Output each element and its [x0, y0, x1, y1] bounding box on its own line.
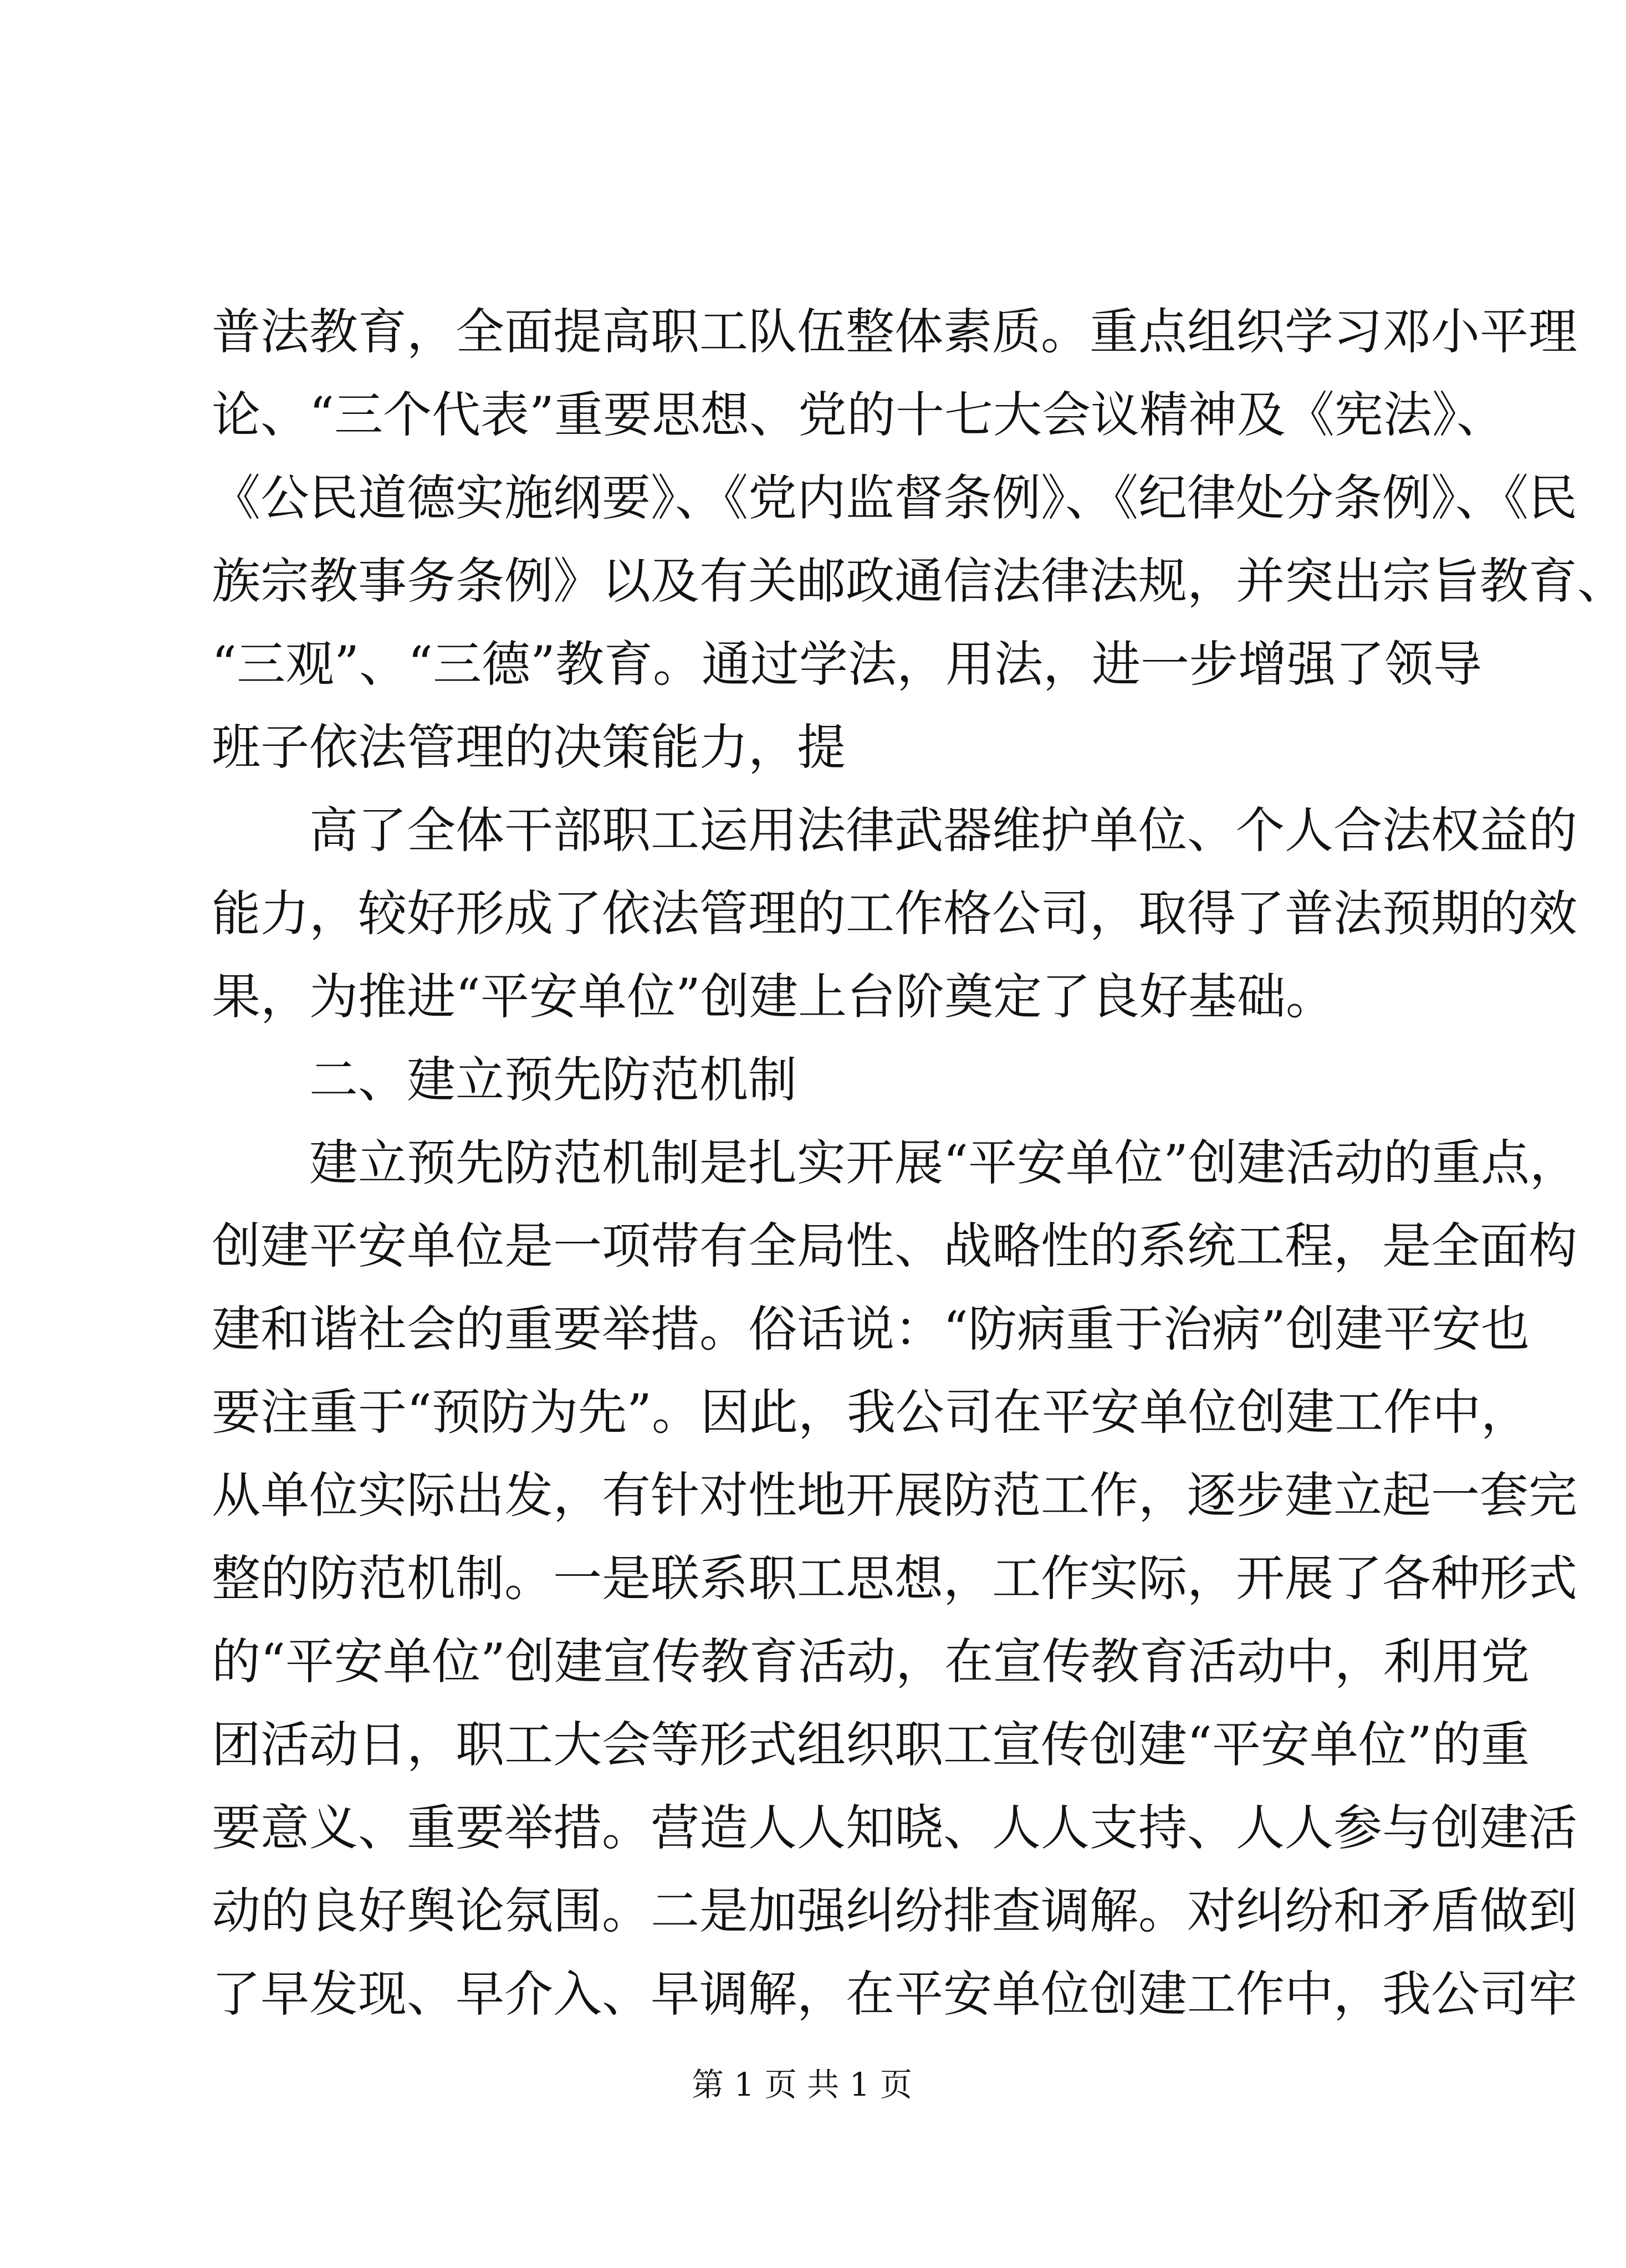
text-line: 建和谐社会的重要举措。俗话说：“防病重于治病”创建平安也	[212, 1301, 1530, 1358]
text-line: 团活动日，职工大会等形式组织职工宣传创建“平安单位”的重	[212, 1716, 1530, 1773]
text-line: 动的良好舆论氛围。二是加强纠纷排查调解。对纠纷和矛盾做到	[212, 1882, 1578, 1939]
text-line: 论、“三个代表”重要思想、党的十七大会议精神及《宪法》、	[212, 386, 1505, 443]
text-line: 整的防范机制。一是联系职工思想，工作实际，开展了各种形式	[212, 1550, 1578, 1607]
text-line: 族宗教事务条例》以及有关邮政通信法律法规，并突出宗旨教育、	[212, 552, 1626, 610]
text-line: 果，为推进“平安单位”创建上台阶奠定了良好基础。	[212, 968, 1334, 1025]
text-line: 从单位实际出发，有针对性地开展防范工作，逐步建立起一套完	[212, 1467, 1578, 1524]
text-line: 能力，较好形成了依法管理的工作格公司，取得了普法预期的效	[212, 885, 1578, 942]
text-line: 高了全体干部职工运用法律武器维护单位、个人合法权益的	[309, 802, 1578, 859]
text-line: 《公民道德实施纲要》、《党内监督条例》、《纪律处分条例》、《民	[212, 469, 1578, 526]
body-text	[212, 290, 1626, 2036]
text-line: 普法教育，全面提高职工队伍整体素质。重点组织学习邓小平理	[212, 303, 1578, 360]
text-line: 要意义、重要举措。营造人人知晓、人人支持、人人参与创建活	[212, 1799, 1578, 1856]
text-line: “三观”、“三德”教育。通过学法，用法，进一步增强了领导	[212, 636, 1482, 693]
text-line: 要注重于“预防为先”。因此，我公司在平安单位创建工作中，	[212, 1384, 1530, 1441]
section-heading: 二、建立预先防范机制	[309, 1051, 797, 1108]
text-line: 的“平安单位”创建宣传教育活动，在宣传教育活动中，利用党	[212, 1633, 1530, 1690]
page-number-footer: 第 1 页 共 1 页	[692, 2066, 912, 2103]
text-line: 创建平安单位是一项带有全局性、战略性的系统工程，是全面构	[212, 1217, 1578, 1274]
text-line: 班子依法管理的决策能力，提	[212, 719, 846, 776]
text-line: 建立预先防范机制是扎实开展“平安单位”创建活动的重点，	[309, 1134, 1578, 1191]
text-line: 了早发现、早介入、早调解，在平安单位创建工作中，我公司牢	[212, 1965, 1578, 2023]
